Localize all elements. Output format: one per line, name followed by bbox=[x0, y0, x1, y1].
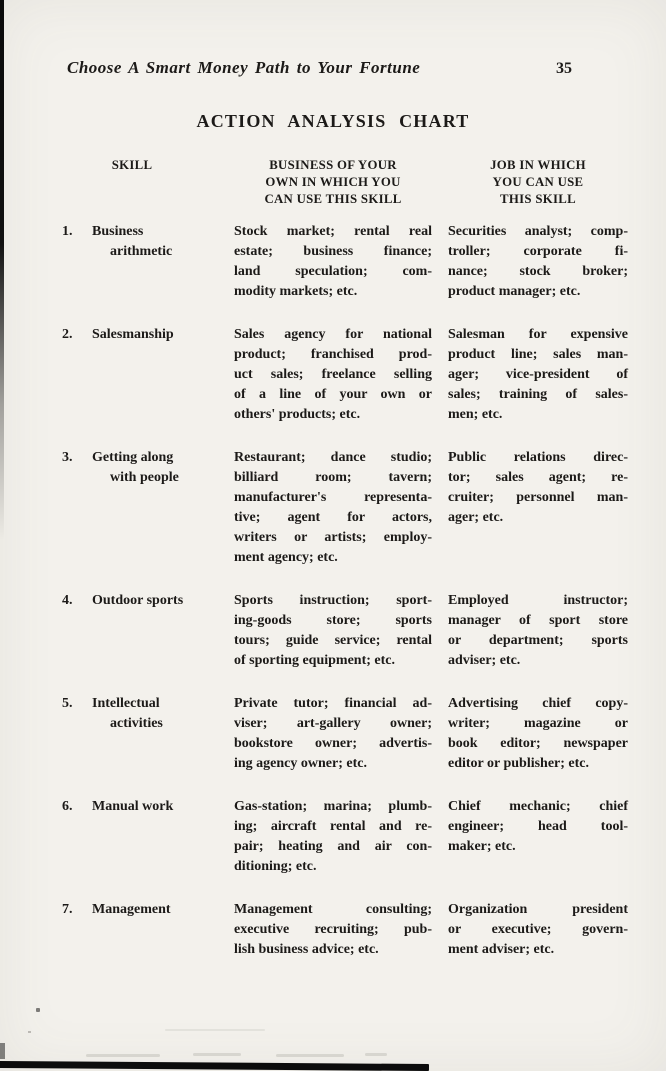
business-line: Management consulting; bbox=[234, 902, 432, 917]
business-line: Private tutor; financial ad- bbox=[234, 696, 432, 711]
column-header-business-line: CAN USE THIS SKILL bbox=[264, 192, 402, 206]
skill-column bbox=[62, 222, 234, 302]
column-header-job-line: JOB IN WHICH bbox=[490, 158, 586, 172]
skill-cell bbox=[92, 900, 171, 960]
row-number: 3. bbox=[62, 450, 73, 465]
skill-line: Salesmanship bbox=[92, 327, 174, 342]
job-cell bbox=[448, 694, 628, 774]
scan-artifact-streak bbox=[365, 1053, 387, 1056]
job-line: manager of sport store bbox=[448, 613, 628, 628]
scan-artifact-streak bbox=[165, 1029, 265, 1031]
business-line: lish business advice; etc. bbox=[234, 942, 379, 957]
job-line: writer; magazine or bbox=[448, 716, 628, 731]
business-line: Restaurant; dance studio; bbox=[234, 450, 432, 465]
skill-cell bbox=[92, 325, 174, 425]
job-line: cruiter; personnel man- bbox=[448, 490, 628, 505]
skill-column bbox=[62, 900, 234, 960]
job-line: tor; sales agent; re- bbox=[448, 470, 628, 485]
business-cell bbox=[234, 325, 432, 425]
page-number: 35 bbox=[556, 60, 572, 77]
table-row bbox=[62, 325, 666, 425]
row-number: 4. bbox=[62, 593, 73, 608]
business-cell bbox=[234, 448, 432, 568]
job-cell bbox=[448, 222, 628, 302]
skill-line: with people bbox=[110, 470, 179, 485]
scan-artifact-speck bbox=[36, 1008, 40, 1012]
business-line: Sports instruction; sport- bbox=[234, 593, 432, 608]
job-cell bbox=[448, 448, 628, 568]
job-cell bbox=[448, 797, 628, 877]
skill-line: Business bbox=[92, 224, 144, 239]
business-line: of a line of your own or bbox=[234, 387, 432, 402]
job-line: ager; vice-president of bbox=[448, 367, 628, 382]
business-line: billiard room; tavern; bbox=[234, 470, 432, 485]
job-line: or department; sports bbox=[448, 633, 628, 648]
table-row bbox=[62, 591, 666, 671]
business-line: tours; guide service; rental bbox=[234, 633, 432, 648]
job-line: product manager; etc. bbox=[448, 284, 581, 299]
business-line: land speculation; com- bbox=[234, 264, 432, 279]
skill-cell bbox=[92, 222, 172, 302]
business-line: estate; business finance; bbox=[234, 244, 432, 259]
job-line: ment adviser; etc. bbox=[448, 942, 555, 957]
column-header-job-line: THIS SKILL bbox=[500, 192, 576, 206]
job-line: Salesman for expensive bbox=[448, 327, 628, 342]
business-line: executive recruiting; pub- bbox=[234, 922, 432, 937]
column-header-job-line: YOU CAN USE bbox=[492, 175, 584, 189]
row-number: 5. bbox=[62, 696, 73, 711]
skill-column bbox=[62, 325, 234, 425]
job-line: maker; etc. bbox=[448, 839, 516, 854]
column-headers bbox=[62, 157, 666, 208]
job-line: Securities analyst; comp- bbox=[448, 224, 628, 239]
business-line: ment agency; etc. bbox=[234, 550, 338, 565]
business-line: ing-goods store; sports bbox=[234, 613, 432, 628]
column-header-business-line: BUSINESS OF YOUR bbox=[269, 158, 397, 172]
scan-artifact-speck bbox=[28, 1031, 31, 1033]
job-cell bbox=[448, 900, 628, 960]
skill-cell bbox=[92, 797, 173, 877]
business-cell bbox=[234, 694, 432, 774]
job-line: ager; etc. bbox=[448, 510, 504, 525]
job-line: engineer; head tool- bbox=[448, 819, 628, 834]
skill-column bbox=[62, 797, 234, 877]
row-number: 7. bbox=[62, 902, 73, 917]
job-line: product line; sales man- bbox=[448, 347, 628, 362]
job-line: nance; stock broker; bbox=[448, 264, 628, 279]
business-line: ing; aircraft rental and re- bbox=[234, 819, 432, 834]
column-header-business bbox=[234, 157, 432, 208]
job-line: adviser; etc. bbox=[448, 653, 521, 668]
column-header-skill: SKILL bbox=[111, 158, 153, 172]
business-line: uct sales; freelance selling bbox=[234, 367, 432, 382]
skill-column bbox=[62, 448, 234, 568]
table-row bbox=[62, 222, 666, 302]
chart-rows bbox=[62, 222, 666, 960]
job-cell bbox=[448, 325, 628, 425]
business-line: modity markets; etc. bbox=[234, 284, 358, 299]
business-line: of sporting equipment; etc. bbox=[234, 653, 395, 668]
business-line: pair; heating and air con- bbox=[234, 839, 432, 854]
business-cell bbox=[234, 591, 432, 671]
job-line: Advertising chief copy- bbox=[448, 696, 628, 711]
job-line: Public relations direc- bbox=[448, 450, 628, 465]
business-line: ditioning; etc. bbox=[234, 859, 317, 874]
business-line: tive; agent for actors, bbox=[234, 510, 432, 525]
row-number: 1. bbox=[62, 224, 73, 239]
running-head bbox=[67, 0, 572, 78]
job-line: or executive; govern- bbox=[448, 922, 628, 937]
column-header-job bbox=[448, 157, 628, 208]
business-line: product; franchised prod- bbox=[234, 347, 432, 362]
scan-artifact-speck bbox=[0, 1043, 5, 1059]
business-cell bbox=[234, 222, 432, 302]
job-cell bbox=[448, 591, 628, 671]
row-number: 2. bbox=[62, 327, 73, 342]
scan-artifact-streak bbox=[276, 1054, 344, 1057]
job-line: Chief mechanic; chief bbox=[448, 799, 628, 814]
business-line: bookstore owner; advertis- bbox=[234, 736, 432, 751]
business-cell bbox=[234, 797, 432, 877]
business-cell bbox=[234, 900, 432, 960]
row-number: 6. bbox=[62, 799, 73, 814]
scan-artifact-left-edge bbox=[0, 0, 4, 540]
chart-title: ACTION ANALYSIS CHART bbox=[196, 111, 470, 131]
job-line: book editor; newspaper bbox=[448, 736, 628, 751]
business-line: ing agency owner; etc. bbox=[234, 756, 367, 771]
business-line: Stock market; rental real bbox=[234, 224, 432, 239]
skill-line: Intellectual bbox=[92, 696, 160, 711]
job-line: sales; training of sales- bbox=[448, 387, 628, 402]
business-line: manufacturer's representa- bbox=[234, 490, 432, 505]
business-line: Sales agency for national bbox=[234, 327, 432, 342]
scan-artifact-streak bbox=[193, 1053, 241, 1056]
job-line: Organization president bbox=[448, 902, 628, 917]
business-line: writers or artists; employ- bbox=[234, 530, 432, 545]
skill-line: Getting along bbox=[92, 450, 174, 465]
skill-cell bbox=[92, 694, 163, 774]
skill-column bbox=[62, 591, 234, 671]
skill-line: Manual work bbox=[92, 799, 174, 814]
skill-column bbox=[62, 694, 234, 774]
job-line: Employed instructor; bbox=[448, 593, 628, 608]
skill-line: activities bbox=[110, 716, 163, 731]
job-line: troller; corporate fi- bbox=[448, 244, 628, 259]
scan-artifact-streak bbox=[86, 1054, 160, 1057]
job-line: men; etc. bbox=[448, 407, 503, 422]
skill-line: Outdoor sports bbox=[92, 593, 184, 608]
column-header-business-line: OWN IN WHICH YOU bbox=[265, 175, 401, 189]
skill-line: arithmetic bbox=[110, 244, 173, 259]
business-line: Gas-station; marina; plumb- bbox=[234, 799, 432, 814]
skill-cell bbox=[92, 448, 179, 568]
skill-cell bbox=[92, 591, 183, 671]
table-row bbox=[62, 797, 666, 877]
table-row bbox=[62, 694, 666, 774]
business-line: others' products; etc. bbox=[234, 407, 361, 422]
business-line: viser; art-gallery owner; bbox=[234, 716, 432, 731]
table-row bbox=[62, 900, 666, 960]
job-line: editor or publisher; etc. bbox=[448, 756, 590, 771]
skill-line: Management bbox=[92, 902, 171, 917]
table-row bbox=[62, 448, 666, 568]
running-head-title: Choose A Smart Money Path to Your Fortune bbox=[67, 58, 421, 77]
scan-artifact-bottom-bar bbox=[0, 1061, 429, 1071]
